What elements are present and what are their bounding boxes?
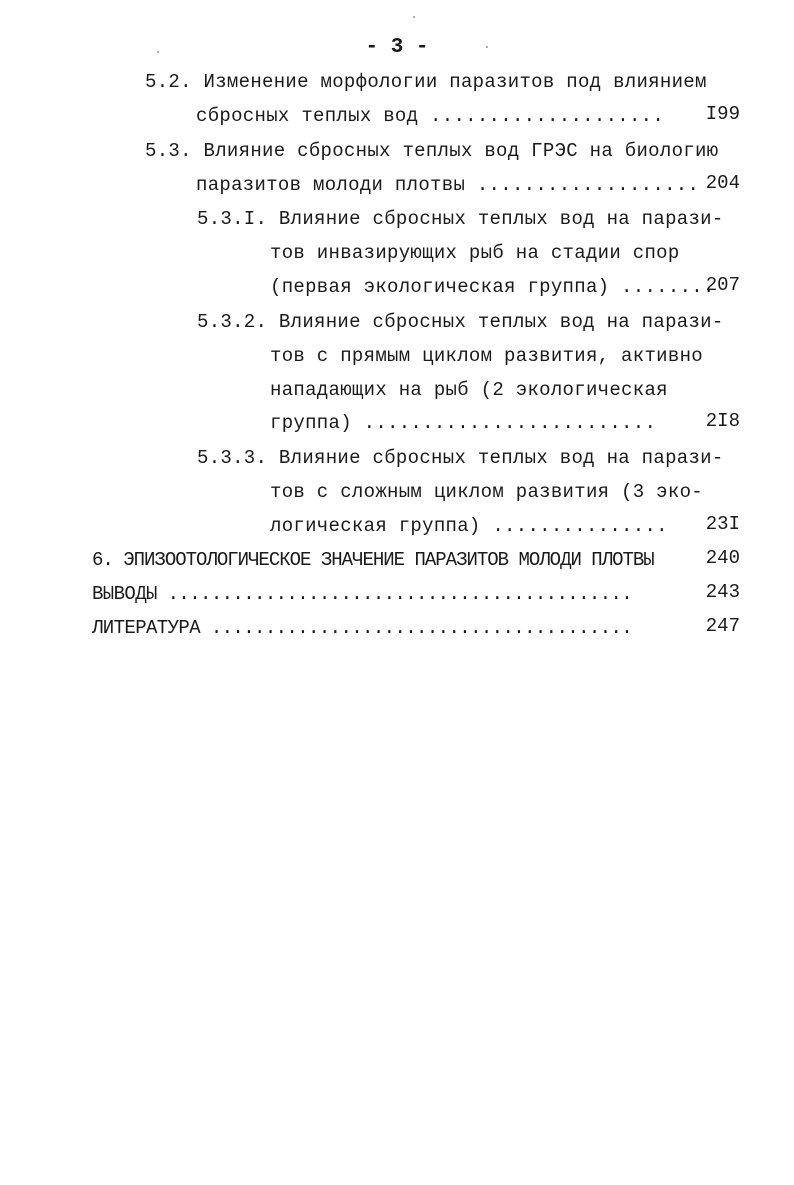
- toc-entry-5-3-page: 204: [705, 172, 740, 194]
- toc-entry-conclusions-page: 243: [705, 581, 740, 603]
- toc-entry-5-3-3-line-1: 5.3.3. Влияние сбросных теплых вод на парази-: [197, 447, 724, 469]
- toc-entry-literature: ЛИТЕРАТУРА .......................................: [92, 617, 633, 639]
- toc-entry-5-3-2-page: 2I8: [705, 410, 740, 432]
- toc-entry-5-2-line-2: сбросных теплых вод ....................: [196, 105, 665, 127]
- scan-speck: [413, 16, 415, 18]
- toc-entry-conclusions: ВЫВОДЫ ...........................................: [92, 583, 633, 605]
- toc-entry-5-3-2-line-1: 5.3.2. Влияние сбросных теплых вод на парази-: [197, 311, 724, 333]
- page-number: - 3 -: [365, 36, 429, 59]
- toc-entry-5-3-2-line-4: группа) .........................: [270, 412, 657, 434]
- toc-entry-literature-page: 247: [705, 615, 740, 637]
- toc-entry-6-page: 240: [705, 547, 740, 569]
- toc-entry-5-3-line-2: паразитов молоди плотвы ...................: [196, 174, 700, 196]
- toc-entry-6: 6. ЭПИЗООТОЛОГИЧЕСКОЕ ЗНАЧЕНИЕ ПАРАЗИТОВ МОЛОДИ ПЛОТВЫ: [92, 549, 654, 571]
- toc-entry-5-2-page: I99: [705, 103, 740, 125]
- toc-entry-5-3-1-page: 207: [705, 274, 740, 296]
- toc-entry-5-3-3-line-3: логическая группа) ...............: [270, 515, 668, 537]
- scan-speck: [486, 46, 488, 48]
- toc-entry-5-3-2-line-3: нападающих на рыб (2 экологическая: [270, 379, 668, 401]
- toc-entry-5-2-line-1: 5.2. Изменение морфологии паразитов под влиянием: [145, 71, 707, 93]
- toc-entry-5-3-3-page: 23I: [705, 513, 740, 535]
- toc-entry-5-3-line-1: 5.3. Влияние сбросных теплых вод ГРЭС на биологию: [145, 140, 719, 162]
- toc-entry-5-3-1-line-3: (первая экологическая группа) ........: [270, 276, 715, 298]
- scan-speck: [157, 51, 159, 53]
- toc-entry-5-3-1-line-1: 5.3.I. Влияние сбросных теплых вод на парази-: [197, 208, 724, 230]
- toc-entry-5-3-1-line-2: тов инвазирующих рыб на стадии спор: [270, 242, 680, 264]
- toc-entry-5-3-2-line-2: тов с прямым циклом развития, активно: [270, 345, 703, 367]
- toc-entry-5-3-3-line-2: тов с сложным циклом развития (3 эко-: [270, 481, 703, 503]
